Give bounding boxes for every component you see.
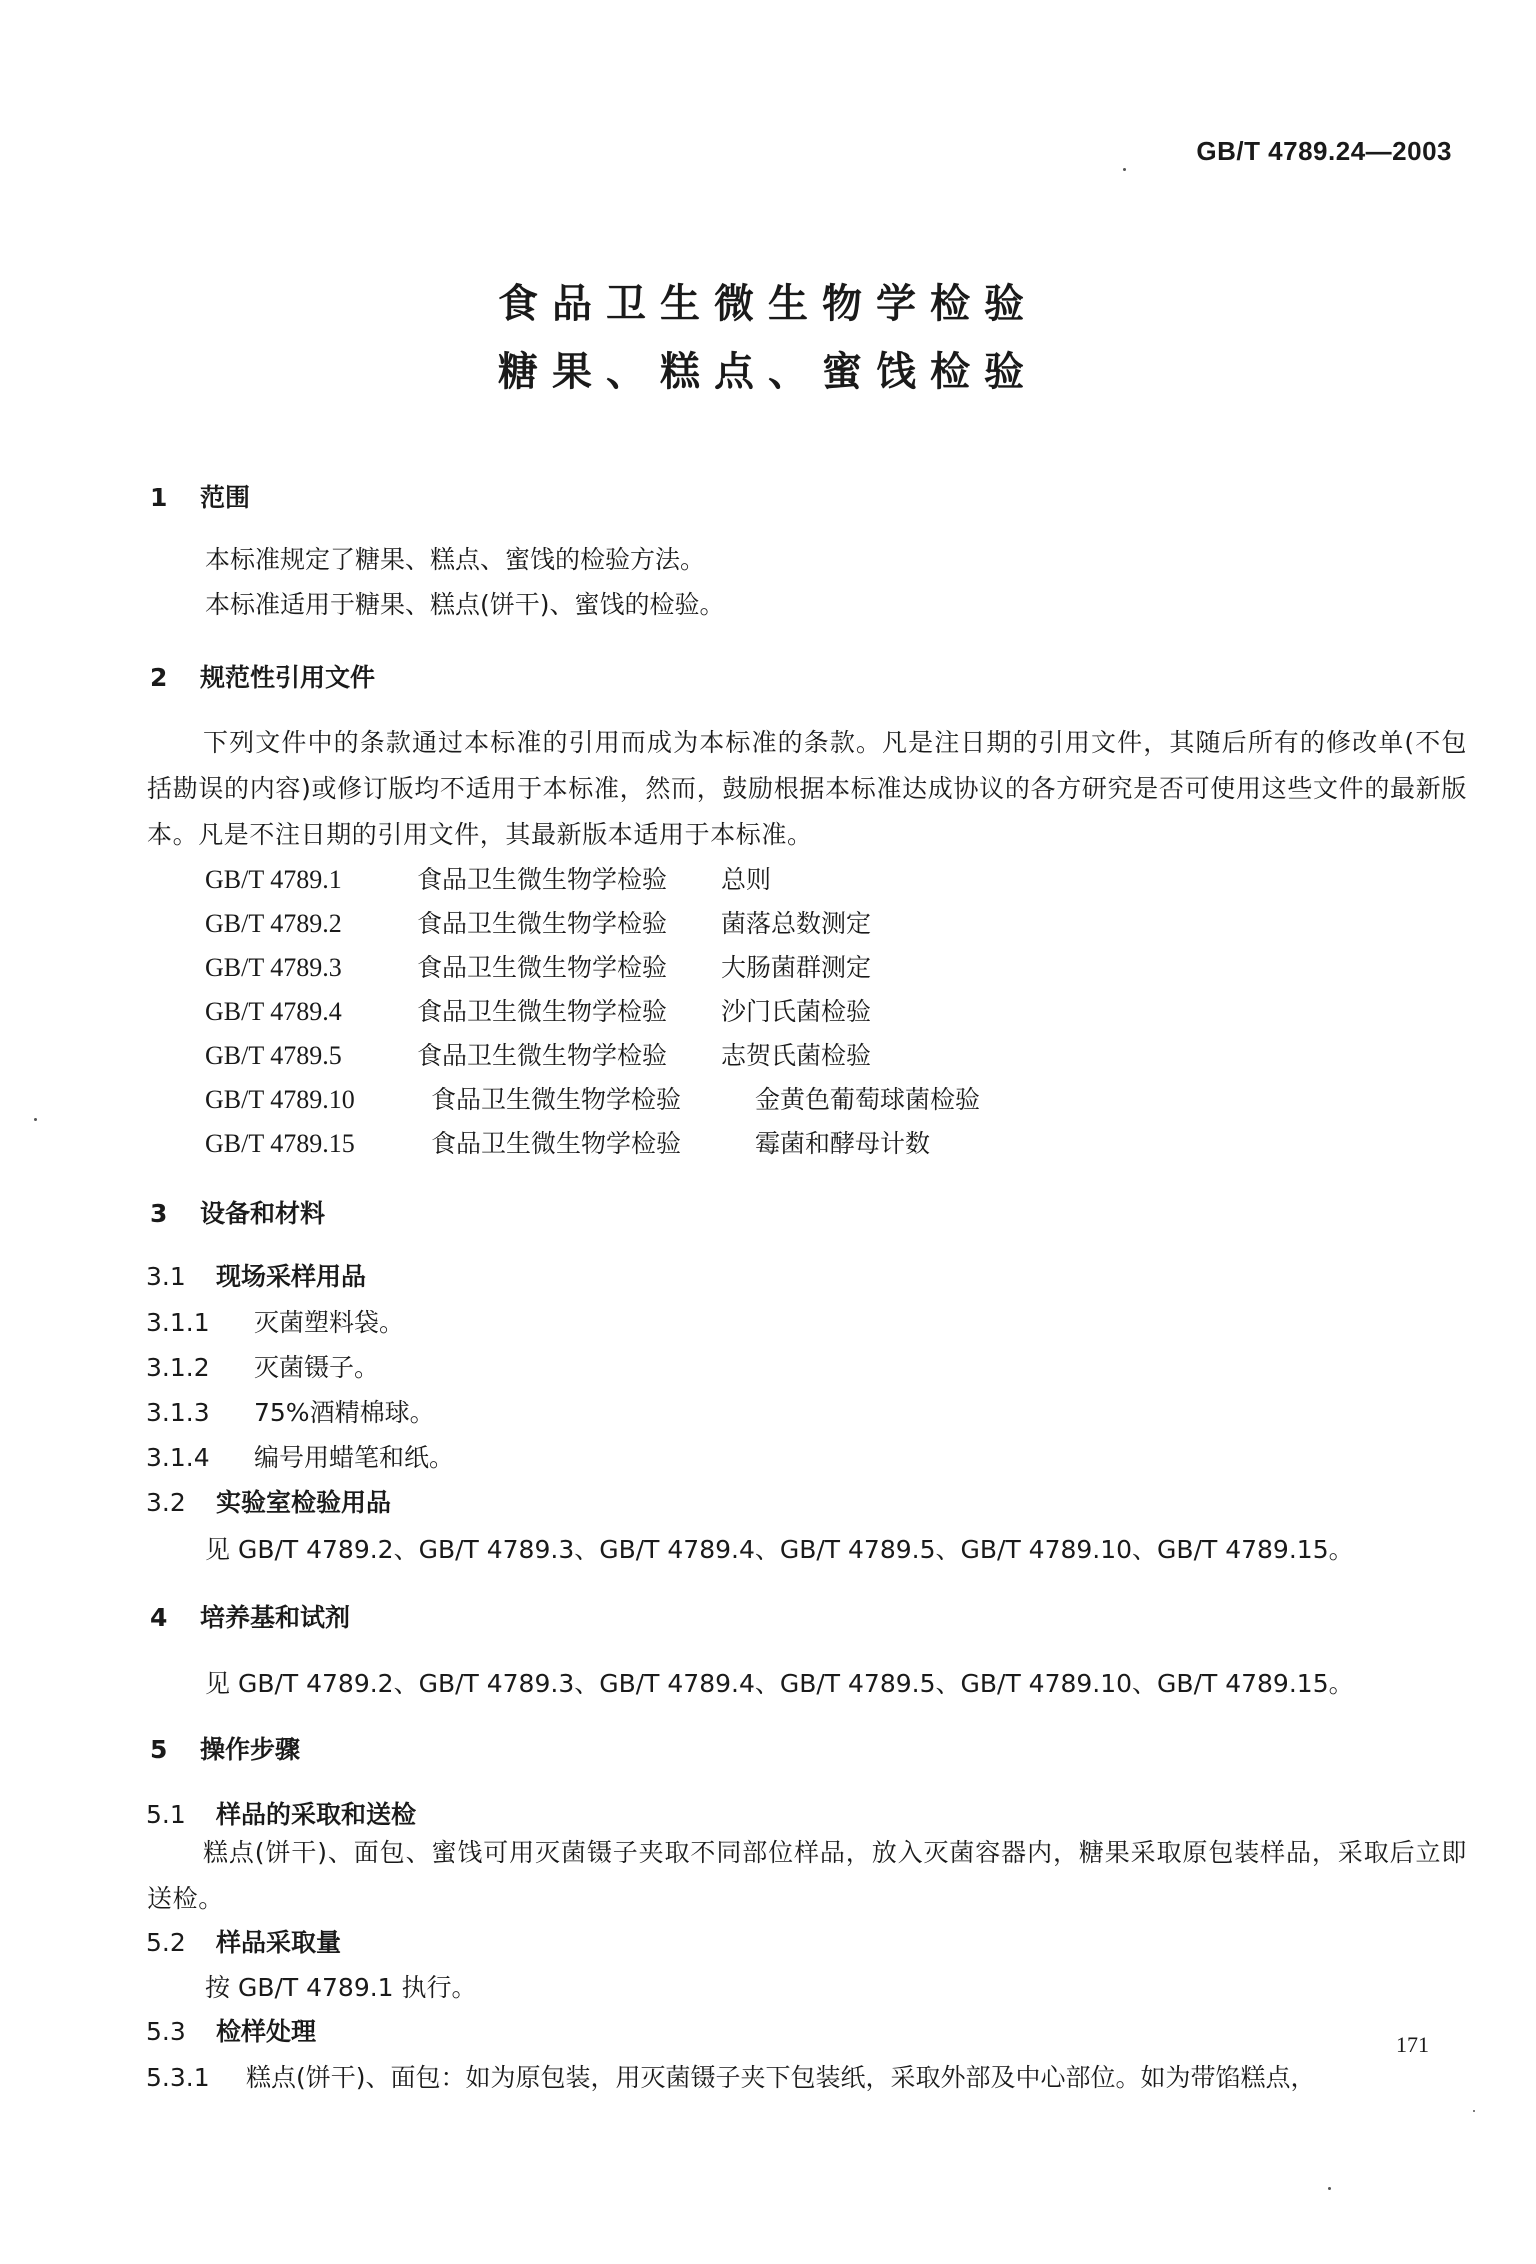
reference-code: GB/T 4789.15: [205, 1129, 355, 1158]
list-item: [146, 1303, 404, 1339]
reference-code: GB/T 4789.2: [205, 909, 342, 938]
reference-subtitle: 总则: [721, 865, 772, 894]
scan-speck: [1473, 2110, 1475, 2112]
item-text: 糕点(饼干)、面包：如为原包装，用灭菌镊子夹下包装纸，采取外部及中心部位。如为带馅糕点，: [246, 2063, 1316, 2092]
reference-item: [205, 904, 871, 940]
reference-name: 食品卫生微生物学检验: [417, 997, 668, 1026]
item-number: 3.1.4: [146, 1443, 210, 1472]
reference-item: [205, 1124, 930, 1160]
section-1-paragraph-2: 本标准适用于糖果、糕点(饼干)、蜜饯的检验。: [205, 590, 725, 619]
reference-subtitle: 金黄色葡萄球菌检验: [755, 1085, 981, 1114]
list-item: [146, 1393, 435, 1429]
subsection-title: 实验室检验用品: [216, 1488, 392, 1517]
subsection-3-2-heading: [146, 1483, 391, 1519]
reference-code: GB/T 4789.3: [205, 953, 342, 982]
reference-name: 食品卫生微生物学检验: [417, 953, 668, 982]
section-title: 操作步骤: [200, 1735, 301, 1764]
reference-code: GB/T 4789.10: [205, 1085, 355, 1114]
section-title: 设备和材料: [200, 1199, 326, 1228]
subsection-5-3-heading: [146, 2012, 316, 2048]
document-title-line-2: 糖果、糕点、蜜饯检验: [498, 349, 1038, 395]
section-4-heading: [150, 1598, 350, 1634]
section-title: 范围: [200, 483, 251, 512]
section-number: 4: [150, 1603, 168, 1632]
reference-code: GB/T 4789.5: [205, 1041, 342, 1070]
list-item: [146, 1438, 454, 1474]
reference-name: 食品卫生微生物学检验: [431, 1085, 682, 1114]
item-number: 3.1.2: [146, 1353, 210, 1382]
subsection-5-3-1: [146, 2058, 1316, 2094]
reference-item: [205, 1080, 980, 1116]
reference-subtitle: 志贺氏菌检验: [721, 1041, 872, 1070]
subsection-number: 3.2: [146, 1488, 186, 1517]
reference-item: [205, 992, 871, 1028]
subsection-5-1-heading: [146, 1795, 416, 1831]
subsection-number: 3.1: [146, 1262, 186, 1291]
item-text: 灭菌塑料袋。: [254, 1308, 405, 1337]
section-4-text: 见 GB/T 4789.2、GB/T 4789.3、GB/T 4789.4、GB/T 4789.5、GB/T 4789.10、GB/T 4789.15。: [205, 1669, 1354, 1698]
reference-subtitle: 沙门氏菌检验: [721, 997, 872, 1026]
subsection-number: 5.2: [146, 1928, 186, 1957]
subsection-title: 样品的采取和送检: [216, 1800, 417, 1829]
reference-item: [205, 948, 871, 984]
reference-name: 食品卫生微生物学检验: [417, 1041, 668, 1070]
section-1-heading: [150, 478, 250, 514]
reference-subtitle: 大肠菌群测定: [721, 953, 872, 982]
subsection-number: 5.1: [146, 1800, 186, 1829]
list-item: [146, 1348, 379, 1384]
section-number: 1: [150, 483, 168, 512]
document-title-line-1: 食品卫生微生物学检验: [498, 281, 1038, 327]
subsection-title: 检样处理: [216, 2017, 317, 2046]
subsection-5-2-heading: [146, 1923, 341, 1959]
scan-speck: [1328, 2187, 1331, 2190]
section-number: 5: [150, 1735, 168, 1764]
section-title: 规范性引用文件: [200, 663, 376, 692]
section-3-heading: [150, 1194, 325, 1230]
item-number: 3.1.1: [146, 1308, 210, 1337]
item-text: 灭菌镊子。: [254, 1353, 380, 1382]
subsection-3-2-text: 见 GB/T 4789.2、GB/T 4789.3、GB/T 4789.4、GB/T 4789.5、GB/T 4789.10、GB/T 4789.15。: [205, 1535, 1354, 1564]
reference-name: 食品卫生微生物学检验: [417, 865, 668, 894]
subsection-5-2-text: 按 GB/T 4789.1 执行。: [205, 1973, 477, 2002]
item-number: 3.1.3: [146, 1398, 210, 1427]
page-number: 171: [1396, 2032, 1429, 2057]
subsection-title: 样品采取量: [216, 1928, 342, 1957]
subsection-number: 5.3: [146, 2017, 186, 2046]
reference-name: 食品卫生微生物学检验: [431, 1129, 682, 1158]
section-5-heading: [150, 1730, 300, 1766]
section-number: 3: [150, 1199, 168, 1228]
section-number: 2: [150, 663, 168, 692]
reference-subtitle: 菌落总数测定: [721, 909, 872, 938]
item-text: 编号用蜡笔和纸。: [254, 1443, 455, 1472]
subsection-3-1-heading: [146, 1257, 366, 1293]
section-2-heading: [150, 658, 375, 694]
reference-item: [205, 860, 771, 896]
subsection-title: 现场采样用品: [216, 1262, 367, 1291]
reference-code: GB/T 4789.1: [205, 865, 342, 894]
reference-name: 食品卫生微生物学检验: [417, 909, 668, 938]
item-number: 5.3.1: [146, 2063, 210, 2092]
item-text: 75%酒精棉球。: [254, 1398, 435, 1427]
section-2-paragraph: 下列文件中的条款通过本标准的引用而成为本标准的条款。凡是注日期的引用文件，其随后所有的修改单(不包括勘误的内容)或修订版均不适用于本标准，然而，鼓励根据本标准达成协议的各方研究是否可使用这些文件的最新版本。凡是不注日期的引用文件，其最新版本适用于本标准。: [147, 728, 1467, 849]
scan-speck: [1123, 168, 1126, 171]
reference-subtitle: 霉菌和酵母计数: [755, 1129, 931, 1158]
reference-code: GB/T 4789.4: [205, 997, 342, 1026]
subsection-5-1-paragraph: 糕点(饼干)、面包、蜜饯可用灭菌镊子夹取不同部位样品，放入灭菌容器内，糖果采取原包装样品，采取后立即送检。: [147, 1838, 1467, 1913]
scan-speck: [34, 1118, 37, 1121]
section-1-paragraph-1: 本标准规定了糖果、糕点、蜜饯的检验方法。: [205, 545, 706, 574]
reference-item: [205, 1036, 871, 1072]
standard-code: GB/T 4789.24—2003: [1196, 136, 1452, 166]
section-title: 培养基和试剂: [200, 1603, 351, 1632]
